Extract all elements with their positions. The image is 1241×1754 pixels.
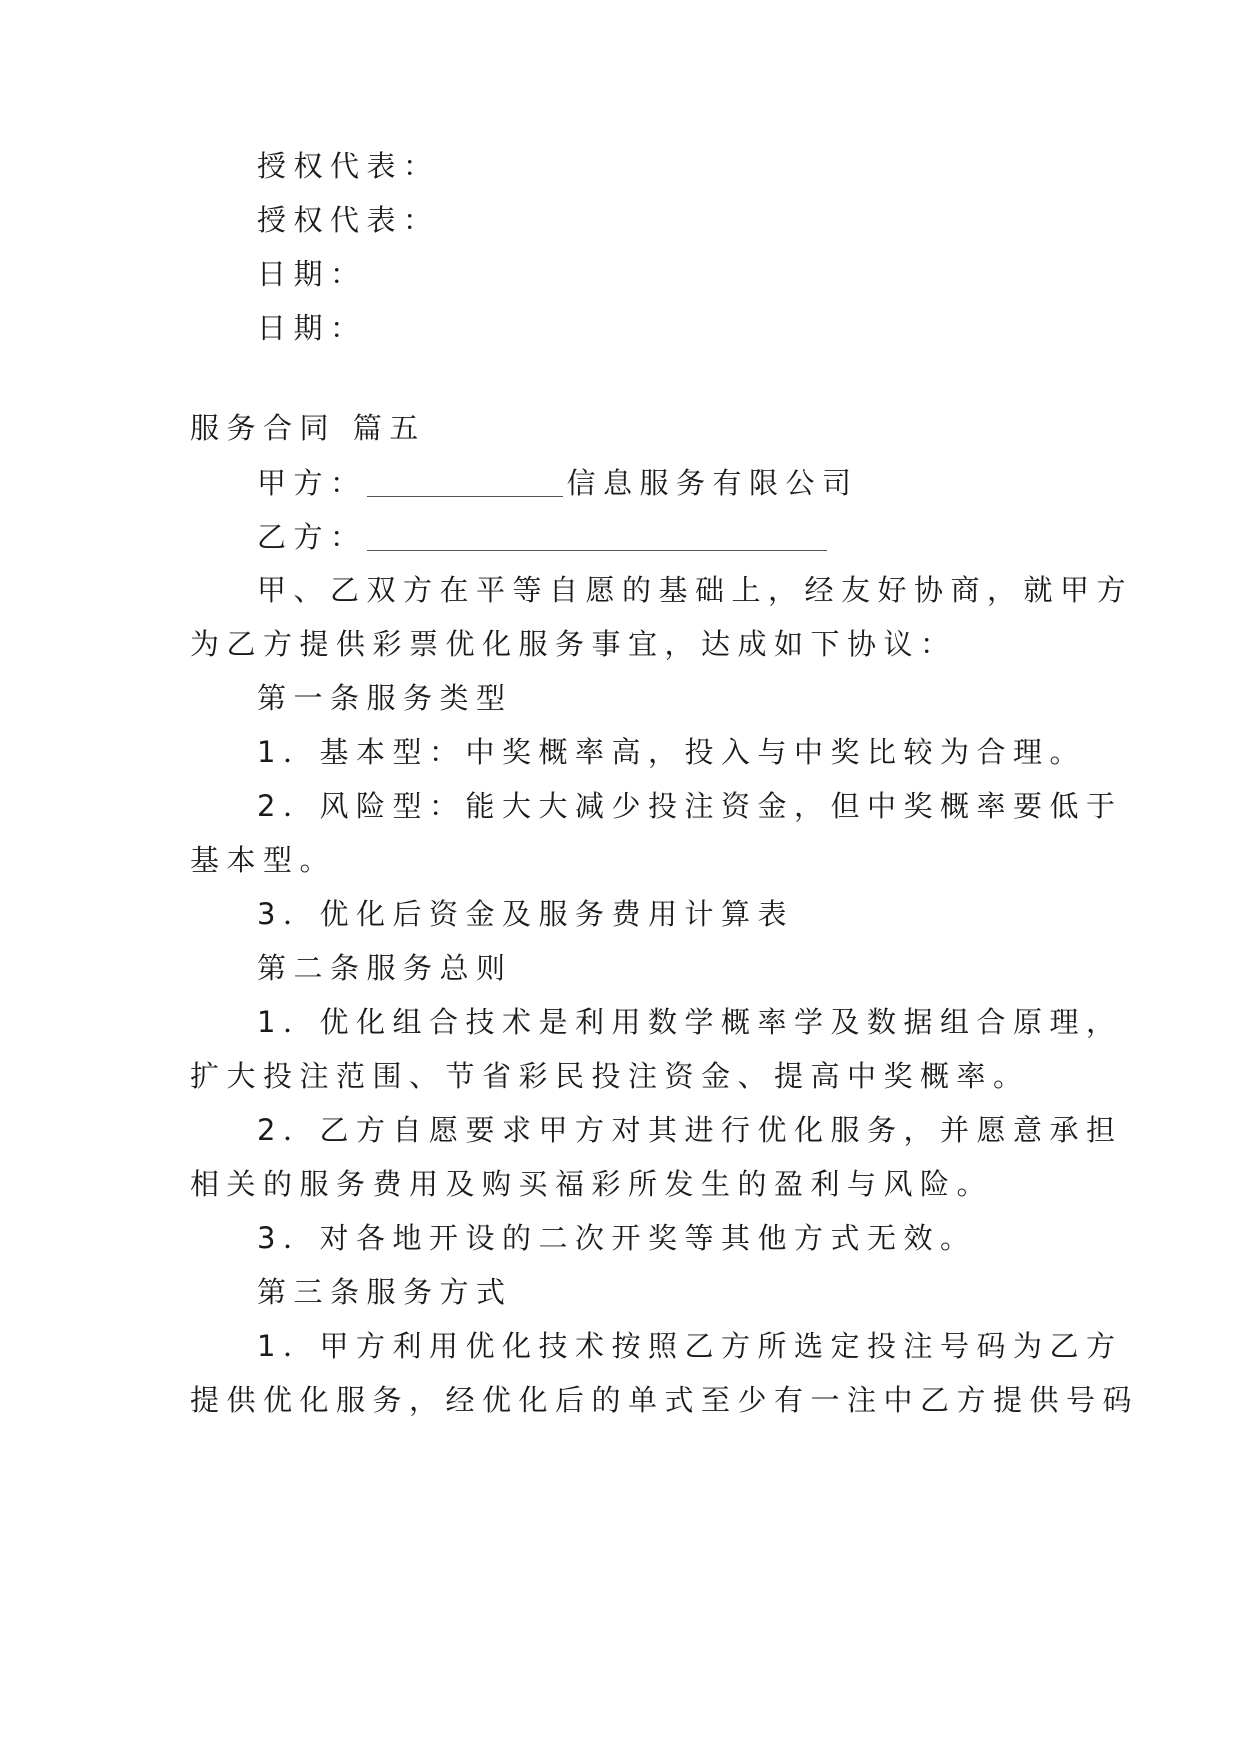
article-2-item-1-line-1: 1．优化组合技术是利用数学概率学及数据组合原理， [257, 1005, 1123, 1039]
party-b-label: 乙方： [257, 520, 367, 554]
article-2-title: 第二条服务总则 [257, 951, 513, 985]
article-1-item-3: 3．优化后资金及服务费用计算表 [257, 897, 794, 931]
signature-date-2: 日期： [257, 311, 367, 345]
party-b-blank [367, 520, 827, 551]
party-a-suffix: 信息服务有限公司 [566, 466, 859, 500]
article-1-item-1: 1．基本型：中奖概率高，投入与中奖比较为合理。 [257, 735, 1086, 769]
article-1-item-2-line-1: 2．风险型：能大大减少投注资金，但中奖概率要低于 [257, 789, 1123, 823]
party-a-blank [367, 466, 563, 497]
intro-line-1: 甲、乙双方在平等自愿的基础上，经友好协商，就甲方 [257, 573, 1134, 607]
article-2-item-2-line-2: 相关的服务费用及购买福彩所发生的盈利与风险。 [190, 1167, 994, 1201]
article-2-item-2-line-1: 2．乙方自愿要求甲方对其进行优化服务，并愿意承担 [257, 1113, 1123, 1147]
party-b-line [257, 516, 831, 557]
article-2-item-1-line-2: 扩大投注范围、节省彩民投注资金、提高中奖概率。 [190, 1059, 1030, 1093]
article-1-item-2-line-2: 基本型。 [190, 843, 337, 877]
party-a-line [257, 462, 859, 503]
article-2-item-3: 3．对各地开设的二次开奖等其他方式无效。 [257, 1221, 977, 1255]
signature-rep-2: 授权代表： [257, 203, 440, 237]
article-3-item-1-line-2: 提供优化服务，经优化后的单式至少有一注中乙方提供号码 [190, 1383, 1140, 1417]
signature-rep-1: 授权代表： [257, 149, 440, 183]
article-3-item-1-line-1: 1．甲方利用优化技术按照乙方所选定投注号码为乙方 [257, 1329, 1123, 1363]
signature-date-1: 日期： [257, 257, 367, 291]
article-1-title: 第一条服务类型 [257, 681, 513, 715]
section-title: 服务合同 篇五 [190, 411, 426, 445]
article-3-title: 第三条服务方式 [257, 1275, 513, 1309]
intro-line-2: 为乙方提供彩票优化服务事宜，达成如下协议： [190, 627, 957, 661]
party-a-label: 甲方： [257, 466, 367, 500]
